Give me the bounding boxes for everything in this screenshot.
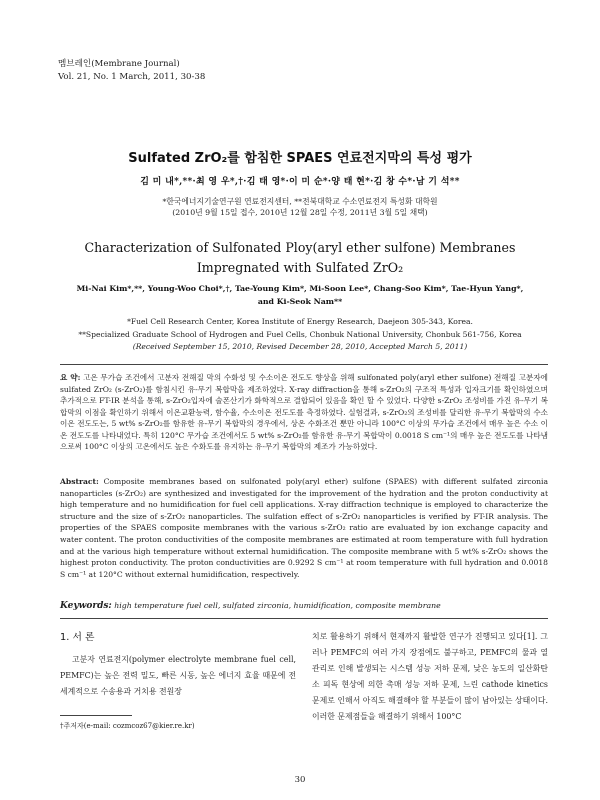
journal-volume: Vol. 21, No. 1 March, 2011, 30-38 [58,72,206,82]
english-abstract-text: Composite membranes based on sulfonated poly(aryl ether) sulfone (SPAES) with different sulfated zirconia nanoparticles (s-ZrO₂) are synthesized and investigated for the improvement of the hydration and the proton conductivity at high temperature and no humidification for fuel cell applications. X-ray diffraction technique is employed to characterize the structure and the size of s-ZrO₂ nanoparticles. The sulfation effect of s-ZrO₂ nanoparticles is verified by FT-IR analysis. The properties of the SPAES composite membranes with the various s-ZrO₂ ratio are evaluated by ion exchange capacity and water content. The proton conductivities of the composite membranes are estimated at room temperature with full hydration and at the various high temperature without external humidification. The composite membrane with 5 wt% s-ZrO₂ shows the highest proton conductivity. The proton conductivities are 0.9292 S cm⁻¹ at room temperature with full hydration and 0.0018 S cm⁻¹ at 120°C without external humidification, respectively. [60,477,548,579]
korean-authors: 김 미 내*,**·최 영 우*,†·김 태 영*·이 미 순*·양 태 현*·김 창 수*·남 기 석** [140,177,460,187]
journal-name: 멤브레인(Membrane Journal) [58,59,180,69]
abstract-top-rule [60,364,548,365]
abstract-bottom-rule [60,618,548,619]
english-authors-line2: and Ki-Seok Nam** [257,297,343,306]
footnote: †주저자(e-mail: cozmcoz67@kier.re.kr) [60,722,195,730]
korean-affiliation-block [0,196,600,218]
english-abstract-label: Abstract: [60,477,99,486]
korean-dates: (2010년 9월 15일 접수, 2010년 12월 28일 수정, 2011년 3월 5일 채택) [172,208,428,217]
footnote-rule [60,715,132,716]
keywords-text: high temperature fuel cell, sulfated zirconia, humidification, composite membrane [114,601,441,610]
english-title: Characterization of Sulfonated Ploy(aryl ether sulfone) Membranes Impregnated with Sulfated ZrO₂ [84,240,516,275]
english-abstract [60,476,548,580]
english-affiliation-2: **Specialized Graduate School of Hydrogen and Fuel Cells, Chonbuk National University, Chonbuk 561-756, Korea [78,329,522,339]
english-affiliation-1: *Fuel Cell Research Center, Korea Institute of Energy Research, Daejeon 305-343, Korea. [127,317,473,326]
keywords-label: Keywords: [60,601,112,611]
keywords [60,601,548,611]
korean-title: Sulfated ZrO₂를 함침한 SPAES 연료전지막의 특성 평가 [128,151,472,166]
section-heading: 1. 서 론 [60,632,95,643]
korean-affiliation: *한국에너지기술연구원 연료전지센터, **전북대학교 수소연료전지 특성화 대학원 [162,197,438,206]
body-left-column: 고분자 연료전지(polymer electrolyte membrane fuel cell, PEMFC)는 높은 전력 밀도, 빠른 시동, 높은 에너지 효율 때문에 전 세계적으로 수송용과 거치용 전원장 [60,655,296,696]
english-dates: (Received September 15, 2010, Revised December 28, 2010, Accepted March 5, 2011) [132,342,468,351]
english-affiliation-block [40,316,560,354]
body-right-column: 치로 활용하기 위해서 현재까지 활발한 연구가 진행되고 있다[1]. 그러나 PEMFC의 여러 가지 장점에도 불구하고, PEMFC의 물과 열관리로 인해 발생되는 시스템 성능 저하 문제, 낮은 농도의 일산화탄소 피독 현상에 의한 촉매 성능 저하 문제, 느린 cathode kinetics 문제로 인해서 아직도 해결해야 할 부분들이 많이 남아있는 상태이다. 이러한 문제점들을 해결하기 위해서 100°C [312,632,549,721]
korean-abstract-text: 고온 무가습 조건에서 고분자 전해질 막의 수화성 및 수소이온 전도도 향상을 위해 sulfonated poly(aryl ether sulfone) 전해질 고분자에 sulfated ZrO₂ (s-ZrO₂)를 함침시킨 유-무기 복합막을 제조하였다. X-ray diffraction을 통해 s-ZrO₂의 구조적 특성과 입자크기를 확인하였으며 추가적으로 FT-IR 분석을 통해, s-ZrO₂입자에 술폰산기가 화학적으로 결합되어 있음을 확인 할 수 있었다. 다양한 s-ZrO₂ 조성비를 가진 유-무기 복합막의 이점을 확인하기 위해서 이온교환능력, 함수율, 수소이온 전도도를 측정하였다. 실험결과, s-ZrO₂의 조성비를 달리한 유-무기 복합막의 수소이온 전도도는, 5 wt% s-ZrO₂를 함유한 유-무기 복합막의 경우에서, 상온 수화조건 뿐만 아니라 100°C 이상의 무가습 조건에서 매우 높은 수소 이온 전도도를 나타내었다. 특히 120°C 무가습 조건에서도 5 wt% s-ZrO₂를 함유한 유-무기 복합막이 0.0018 S cm⁻¹의 매우 높은 전도도를 나타냄으로써 100°C 이상의 고온에서도 높은 수화도를 유지하는 유-무기 복합막의 제조가 가능하였다. [60,373,548,451]
english-authors-line1: Mi-Nai Kim*,**, Young-Woo Choi*,†, Tae-Young Kim*, Mi-Soon Lee*, Chang-Soo Kim*, Tae-Hyun Yang*, [76,284,524,293]
korean-abstract-label: 요 약: [60,373,81,382]
english-authors [70,282,530,308]
page-number: 30 [294,775,306,785]
korean-abstract [60,372,548,453]
journal-header [58,58,205,84]
